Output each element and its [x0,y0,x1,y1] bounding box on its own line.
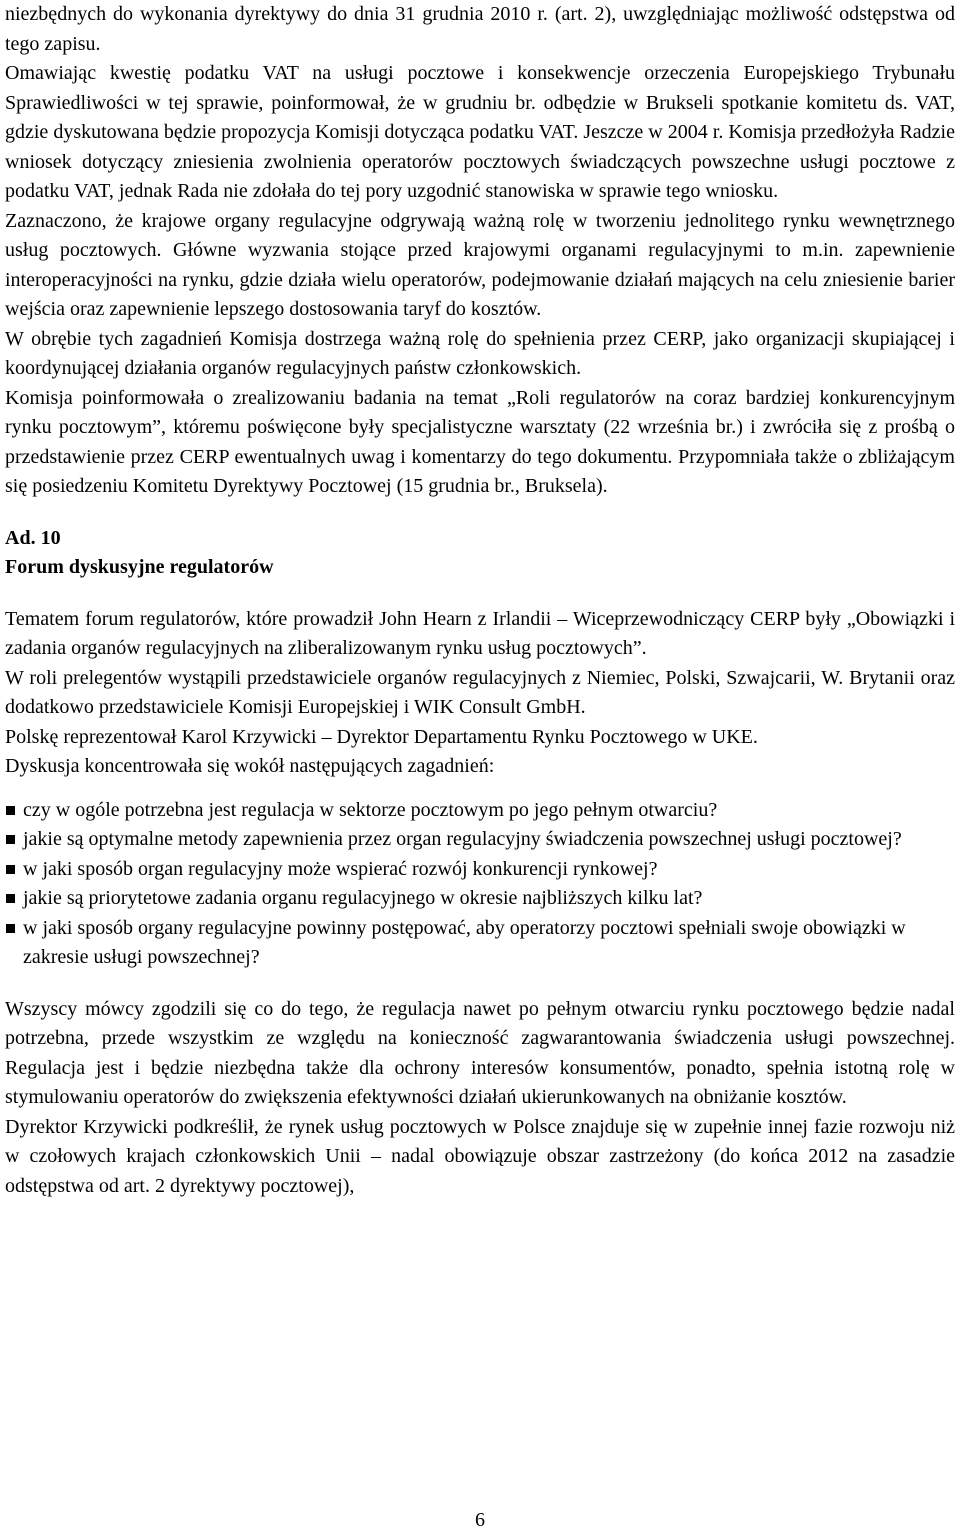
list-item-text: w jaki sposób organy regulacyjne powinny postępować, aby operatorzy pocztowi spełniali swoje obowiązki w zakresie usługi powszechnej? [23,916,906,968]
page-number: 6 [475,1509,485,1531]
paragraph-cerp-role: W obrębie tych zagadnień Komisja dostrzega ważną rolę do spełnienia przez CERP, jako organizacji skupiającej i koordynującej działania organów regulacyjnych państw członkowskich. [5,327,955,379]
square-bullet-icon [6,806,15,815]
paragraph-poland-representative: Polskę reprezentował Karol Krzywicki – Dyrektor Departamentu Rynku Pocztowego w UKE. [5,725,758,748]
spacer [5,502,955,524]
document-page [5,0,955,1201]
list-item [5,796,955,826]
square-bullet-icon [6,894,15,903]
paragraph-discussion-intro: Dyskusja koncentrowała się wokół następujących zagadnień: [5,755,495,777]
list-item [5,825,955,855]
square-bullet-icon [6,924,15,933]
paragraph-krzywicki: Dyrektor Krzywicki podkreślił, że rynek usług pocztowych w Polsce znajduje się w zupełnie innej fazie rozwoju niż w czołowych krajach członkowskich Unii – nadal obowiązuje obszar zastrzeżony (do końca 2012 na zasadzie odstępstwa od art. 2 dyrektywy pocztowej), [5,1115,955,1197]
spacer [5,973,955,995]
list-item-text: jakie są optymalne metody zapewnienia przez organ regulacyjny świadczenia powszechnej usługi pocztowej? [23,828,902,850]
list-item [5,914,955,973]
square-bullet-icon [6,835,15,844]
list-item-text: jakie są priorytetowe zadania organu regulacyjnego w okresie najbliższych kilku lat? [23,887,703,909]
paragraph-speakers: W roli prelegentów wystąpili przedstawiciele organów regulacyjnych z Niemiec, Polski, Szwajcarii, W. Brytanii oraz dodatkowo przedstawiciele Komisji Europejskiej i WIK Consult GmbH. [5,666,955,718]
spacer [5,782,955,796]
paragraph-study: Komisja poinformowała o zrealizowaniu badania na temat „Roli regulatorów na coraz bardziej konkurencyjnym rynku pocztowym”, któremu poświęcone były specjalistyczne warsztaty (22 września br.) i zwróciła się z prośbą o przedstawienie przez CERP ewentualnych uwag i komentarzy do tego dokumentu. Przypomniała także o zbliżającym się posiedzeniu Komitetu Dyrektywy Pocztowej (15 grudnia br., Bruksela). [5,386,955,497]
section-number: Ad. 10 [5,526,61,549]
discussion-topics-list [5,796,955,973]
list-item [5,884,955,914]
list-item-text: w jaki sposób organ regulacyjny może wspierać rozwój konkurencji rynkowej? [23,857,658,880]
spacer [5,583,955,605]
list-item-text: czy w ogóle potrzebna jest regulacja w sektorze pocztowym po jego pełnym otwarciu? [23,798,718,821]
paragraph-regulators-role: Zaznaczono, że krajowe organy regulacyjne odgrywają ważną rolę w tworzeniu jednolitego rynku wewnętrznego usług pocztowych. Główne wyzwania stojące przed krajowymi organami regulacyjnymi to m.in. zapewnienie interoperacyjności na rynku, gdzie działa wielu operatorów, podejmowanie działań mających na celu zniesienie barier wejścia oraz zapewnienie lepszego dostosowania taryf do kosztów. [5,209,955,320]
section-title: Forum dyskusyjne regulatorów [5,556,274,578]
paragraph-forum-topic: Tematem forum regulatorów, które prowadził John Hearn z Irlandii – Wiceprzewodniczący CERP były „Obowiązki i zadania organów regulacyjnych na zliberalizowanym rynku usług pocztowych”. [5,607,955,659]
list-item [5,855,955,885]
square-bullet-icon [6,865,15,874]
paragraph-speakers-agreement: Wszyscy mówcy zgodzili się co do tego, że regulacja nawet po pełnym otwarciu rynku pocztowego będzie nadal potrzebna, przede wszystkim ze względu na konieczność zagwarantowania świadczenia usługi powszechnej. Regulacja jest i będzie niezbędna także dla ochrony interesów konsumentów, ponadto, spełnia istotną rolę w stymulowaniu operatorów do zwiększenia efektywności działań ukierunkowanych na obniżanie kosztów. [5,997,955,1108]
paragraph-vat: Omawiając kwestię podatku VAT na usługi pocztowe i konsekwencje orzeczenia Europejskiego Trybunału Sprawiedliwości w tej sprawie, poinformował, że w grudniu br. odbędzie w Brukseli spotkanie komitetu ds. VAT, gdzie dyskutowana będzie propozycja Komisji dotycząca podatku VAT. Jeszcze w 2004 r. Komisja przedłożyła Radzie wniosek dotyczący zniesienia zwolnienia operatorów pocztowych świadczących powszechne usługi pocztowe z podatku VAT, jednak Rada nie zdołała do tej pory uzgodnić stanowiska w sprawie tego wniosku. [5,62,955,202]
paragraph-continuation: niezbędnych do wykonania dyrektywy do dnia 31 grudnia 2010 r. (art. 2), uwzględniając możliwość odstępstwa od tego zapisu. [5,3,955,55]
